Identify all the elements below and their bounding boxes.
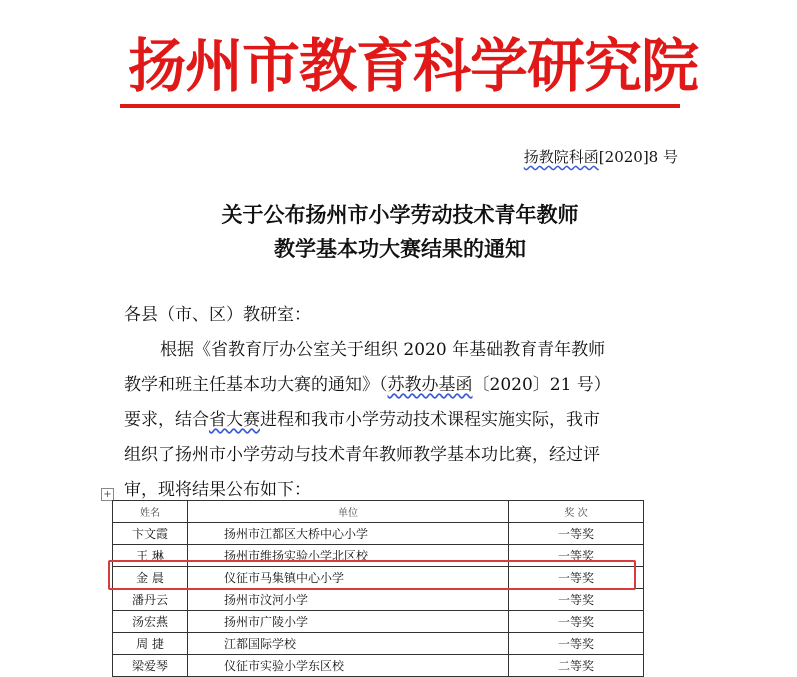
- header-award: 奖 次: [509, 501, 644, 523]
- table-row: [113, 523, 644, 545]
- title-line-1: 关于公布扬州市小学劳动技术青年教师: [221, 203, 579, 227]
- table-row: [113, 633, 644, 655]
- cell-award: 二等奖: [509, 655, 644, 677]
- table-row: [113, 611, 644, 633]
- body-paragraph: [124, 333, 684, 508]
- body-line-1: 根据《省教育厅办公室关于组织 2020 年基础教育青年教师: [160, 340, 606, 360]
- cell-name: 卞文霞: [113, 523, 188, 545]
- cell-name: 汤宏燕: [113, 611, 188, 633]
- title-line-2: 教学基本功大赛结果的通知: [274, 237, 526, 261]
- cell-unit: 扬州市汶河小学: [188, 589, 509, 611]
- cell-name: 周 捷: [113, 633, 188, 655]
- letterhead-rule: [120, 104, 680, 108]
- cell-award: 一等奖: [509, 545, 644, 567]
- body-line-3: 要求，结合省大赛进程和我市小学劳动技术课程实施实际，我市: [124, 410, 600, 430]
- cell-unit: 扬州市维扬实验小学北区校: [188, 545, 509, 567]
- cell-name: 梁爱琴: [113, 655, 188, 677]
- doc-number-prefix: 扬教院科函: [523, 148, 599, 166]
- cell-unit: 扬州市江都区大桥中心小学: [188, 523, 509, 545]
- table-row: [113, 655, 644, 677]
- cell-unit: 江都国际学校: [188, 633, 509, 655]
- document-number: [470, 146, 678, 167]
- doc-number-rest: [2020]8 号: [598, 148, 678, 166]
- cell-award: 一等奖: [509, 633, 644, 655]
- header-unit: 单位: [188, 501, 509, 523]
- cell-award: 一等奖: [509, 567, 644, 589]
- table-row: [113, 589, 644, 611]
- cell-unit: 仪征市马集镇中心小学: [188, 567, 509, 589]
- cell-name: 潘丹云: [113, 589, 188, 611]
- document-title: [100, 198, 700, 266]
- cell-unit: 扬州市广陵小学: [188, 611, 509, 633]
- cell-award: 一等奖: [509, 589, 644, 611]
- highlight-annotation-box: [108, 560, 636, 590]
- table-move-handle-icon[interactable]: +: [101, 488, 114, 501]
- org-letterhead-title: 扬州市教育科学研究院: [128, 32, 699, 100]
- cell-award: 一等奖: [509, 611, 644, 633]
- table-header-row: [113, 501, 644, 523]
- body-line-2: 教学和班主任基本功大赛的通知》（苏教办基函〔2020〕21 号）: [124, 375, 611, 395]
- cell-name: 金 晨: [113, 567, 188, 589]
- salutation: 各县（市、区）教研室：: [124, 305, 311, 325]
- cell-unit: 仪征市实验小学东区校: [188, 655, 509, 677]
- header-name: 姓名: [113, 501, 188, 523]
- cell-award: 一等奖: [509, 523, 644, 545]
- body-line-4: 组织了扬州市小学劳动与技术青年教师教学基本功比赛，经过评: [124, 445, 600, 465]
- body-line-5: 审，现将结果公布如下：: [124, 480, 311, 500]
- cell-name: 王 琳: [113, 545, 188, 567]
